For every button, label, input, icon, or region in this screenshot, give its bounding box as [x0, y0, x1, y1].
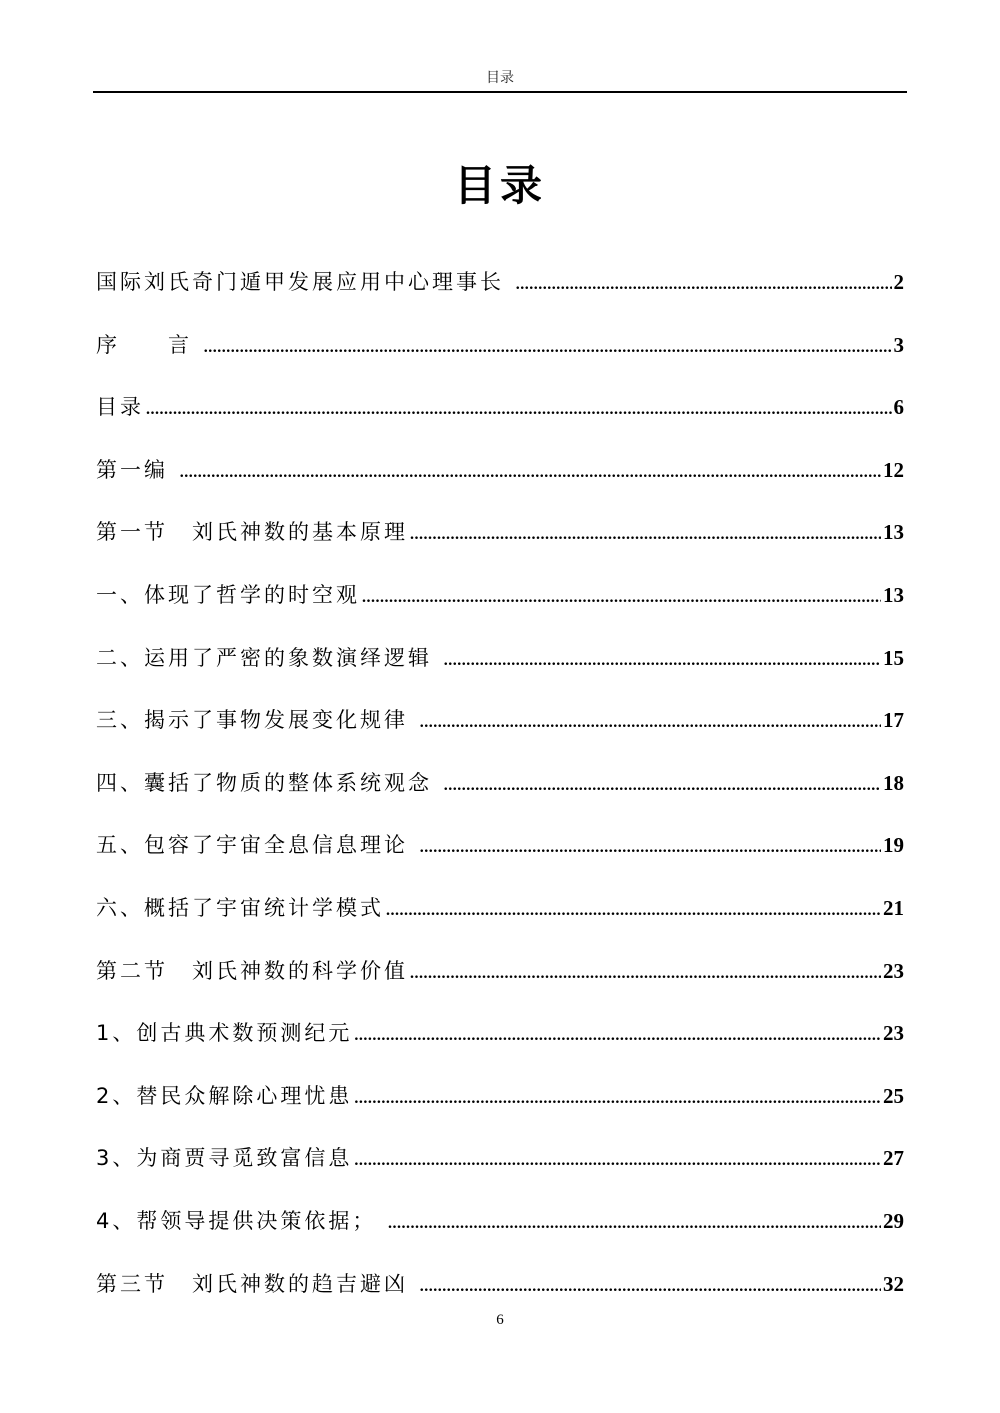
toc-entry-label: 第三节 刘氏神数的趋吉避凶: [96, 1271, 418, 1296]
toc-entry-page: 29: [883, 1208, 904, 1233]
page-title: 目录: [453, 161, 546, 210]
toc-entry[interactable]: [96, 262, 904, 325]
toc-entry-page: 6: [893, 395, 904, 420]
toc-entry[interactable]: [96, 638, 904, 701]
toc-entry-label: 二、运用了严密的象数演绎逻辑: [96, 645, 442, 670]
toc-entry[interactable]: [96, 387, 904, 450]
toc-entry-label: 第一节 刘氏神数的基本原理: [96, 520, 408, 545]
toc-entry-page: 23: [883, 958, 904, 983]
toc-dot-leader: [180, 453, 881, 493]
toc-entry[interactable]: [96, 763, 904, 826]
toc-dot-leader: [146, 390, 892, 430]
toc-entry-page: 21: [883, 895, 904, 920]
toc-entry-page: 17: [883, 708, 904, 733]
toc-dot-leader: [354, 1079, 881, 1119]
toc-entry-page: 27: [883, 1146, 904, 1171]
toc-dot-leader: [354, 1141, 881, 1181]
toc-entry-label: 六、概括了宇宙统计学模式: [96, 895, 384, 920]
header-rule: [93, 91, 907, 93]
toc-entry[interactable]: [96, 1013, 904, 1076]
toc-entry-page: 23: [883, 1021, 904, 1046]
toc-entry-label: 三、揭示了事物发展变化规律: [96, 708, 418, 733]
toc-entry-label: 第一编: [96, 457, 178, 482]
toc-dot-leader: [420, 703, 881, 743]
toc-dot-leader: [444, 766, 881, 806]
toc-dot-leader: [444, 641, 881, 681]
toc-entry-page: 18: [883, 770, 904, 795]
toc-entry-label: 四、囊括了物质的整体系统观念: [96, 770, 442, 795]
toc-entry[interactable]: [96, 575, 904, 638]
running-header: 目录: [486, 70, 514, 86]
toc-entry[interactable]: [96, 951, 904, 1014]
toc-entry-page: 2: [893, 270, 904, 294]
toc-dot-leader: [386, 891, 881, 931]
toc-entry[interactable]: [96, 512, 904, 575]
toc-entry-label: 1、创古典术数预测纪元: [96, 1021, 353, 1046]
toc-entry-page: 25: [883, 1083, 904, 1108]
toc-entry-label: 4、帮领导提供决策依据；: [96, 1208, 387, 1233]
toc-entry[interactable]: [96, 450, 904, 513]
table-of-contents: [96, 262, 904, 1326]
toc-entry-page: 12: [883, 457, 904, 482]
toc-dot-leader: [420, 1267, 881, 1307]
toc-entry-label: 2、替民众解除心理忧患: [96, 1083, 353, 1108]
toc-entry-page: 32: [883, 1271, 904, 1296]
toc-dot-leader: [388, 1204, 881, 1244]
toc-dot-leader: [410, 954, 881, 994]
toc-entry-page: 19: [883, 833, 904, 858]
toc-entry[interactable]: [96, 325, 904, 388]
toc-dot-leader: [516, 265, 892, 305]
toc-entry-page: 13: [883, 520, 904, 545]
toc-entry[interactable]: [96, 825, 904, 888]
toc-entry[interactable]: [96, 888, 904, 951]
toc-entry-label: 五、包容了宇宙全息信息理论: [96, 833, 418, 858]
toc-entry-label: 序 言: [96, 332, 202, 357]
toc-dot-leader: [354, 1016, 881, 1056]
toc-entry[interactable]: [96, 1201, 904, 1264]
toc-entry-page: 15: [883, 645, 904, 670]
toc-dot-leader: [204, 328, 892, 368]
page-number: 6: [496, 1312, 504, 1328]
toc-entry[interactable]: [96, 1076, 904, 1139]
toc-entry[interactable]: [96, 1138, 904, 1201]
toc-entry-page: 13: [883, 582, 904, 607]
toc-entry-label: 第二节 刘氏神数的科学价值: [96, 958, 408, 983]
toc-entry[interactable]: [96, 700, 904, 763]
toc-entry-label: 国际刘氏奇门遁甲发展应用中心理事长: [96, 270, 514, 294]
toc-dot-leader: [362, 578, 881, 618]
toc-entry-page: 3: [893, 332, 904, 357]
toc-entry-label: 目录: [96, 395, 144, 420]
toc-entry-label: 一、体现了哲学的时空观: [96, 582, 360, 607]
toc-dot-leader: [420, 828, 881, 868]
toc-entry-label: 3、为商贾寻觅致富信息: [96, 1146, 353, 1171]
toc-dot-leader: [410, 515, 881, 555]
